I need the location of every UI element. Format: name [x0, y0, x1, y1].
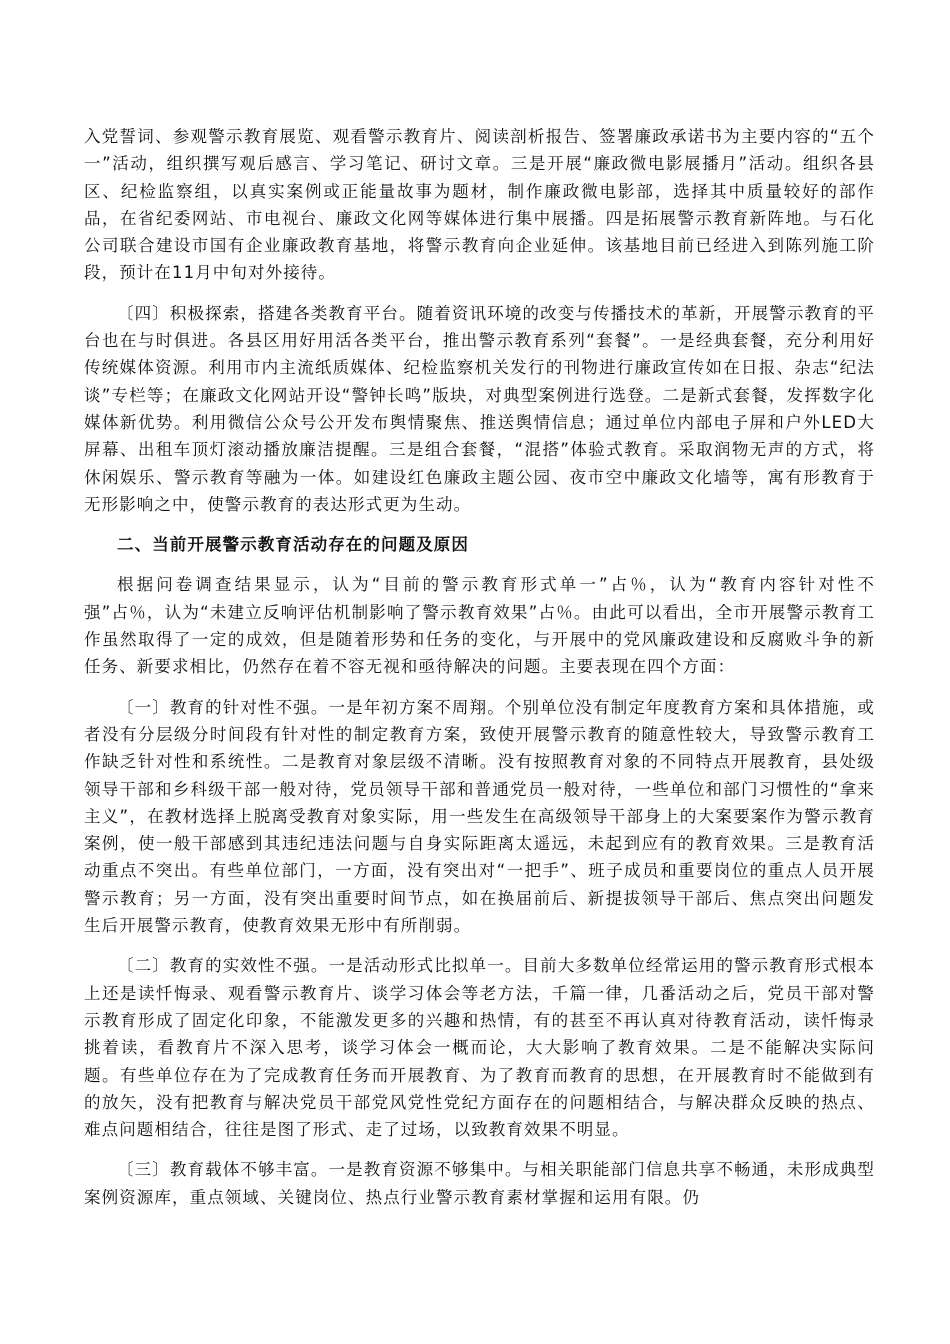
document-body [84, 123, 875, 1224]
paragraph-targeting: 〔一〕教育的针对性不强。一是年初方案不周翔。个别单位没有制定年度教育方案和具体措施，或者没有分层级分时间段有针对性的制定教育方案，致使开展警示教育的随意性较大，导致警示教育工作缺乏针对性和系统性。二是教育对象层级不清晰。没有按照教育对象的不同特点开展教育，县处级领导干部和乡科级干部一般对待，党员领导干部和普通党员一般对待，一些单位和部门习惯性的“拿来主义”，在教材选择上脱离受教育对象实际，用一些发生在高级领导干部身上的大案要案作为警示教育案例，使一般干部感到其违纪违法问题与自身实际距离太遥远，未起到应有的教育效果。三是教育活动重点不突出。有些单位部门，一方面，没有突出对“一把手”、班子成员和重要岗位的重点人员开展警示教育；另一方面，没有突出重要时间节点，如在换届前后、新提拔领导干部后、焦点突出问题发生后开展警示教育，使教育效果无形中有所削弱。 [84, 697, 875, 936]
paragraph-effectiveness: 〔二〕教育的实效性不强。一是活动形式比拟单一。目前大多数单位经常运用的警示教育形式根本上还是读忏悔录、观看警示教育片、谈学习体会等老方法，千篇一律，几番活动之后，党员干部对警示教育形成了固定化印象，不能激发更多的兴趣和热情，有的甚至不再认真对待教育活动，读忏悔录挑着读，看教育片不深入思考，谈学习体会一概而论，大大影响了教育效果。二是不能解决实际问题。有些单位存在为了完成教育任务而开展教育、为了教育而教育的思想，在开展教育时不能做到有的放矢，没有把教育与解决党员干部党风党性党纪方面存在的问题相结合，与解决群众反映的热点、难点问题相结合，往往是图了形式、走了过场，以致教育效果不明显。 [84, 956, 875, 1140]
section-heading-problems: 二、当前开展警示教育活动存在的问题及原因 [117, 535, 469, 555]
paragraph-continuation: 入党誓词、参观警示教育展览、观看警示教育片、阅读剖析报告、签署廉政承诺书为主要内容的“五个一”活动，组织撰写观后感言、学习笔记、研讨文章。三是开展“廉政微电影展播月”活动。组织各县区、纪检监察组，以真实案例或正能量故事为题材，制作廉政微电影部，选择其中质量较好的部作品，在省纪委网站、市电视台、廉政文化网等媒体进行集中展播。四是拓展警示教育新阵地。与石化公司联合建设市国有企业廉政教育基地，将警示教育向企业延伸。该基地目前已经进入到陈列施工阶段，预计在11月中旬对外接待。 [84, 127, 875, 283]
paragraph-survey: 根据问卷调查结果显示，认为“目前的警示教育形式单一”占％，认为“教育内容针对性不强”占％，认为“未建立反响评估机制影响了警示教育效果”占％。由此可以看出，全市开展警示教育工作虽然取得了一定的成效，但是随着形势和任务的变化，与开展中的党风廉政建设和反腐败斗争的新任务、新要求相比，仍然存在着不容无视和亟待解决的问题。主要表现在四个方面： [84, 575, 875, 677]
paragraph-carriers: 〔三〕教育载体不够丰富。一是教育资源不够集中。与相关职能部门信息共享不畅通，未形成典型案例资源库，重点领域、关键岗位、热点行业警示教育素材掌握和运用有限。仍 [84, 1160, 875, 1207]
paragraph-platforms: 〔四〕积极探索，搭建各类教育平台。随着资讯环境的改变与传播技术的革新，开展警示教育的平台也在与时俱进。各县区用好用活各类平台，推出警示教育系列“套餐”。一是经典套餐，充分利用好传统媒体资源。利用市内主流纸质媒体、纪检监察机关发行的刊物进行廉政宣传如在日报、杂志“纪法谈”专栏等；在廉政文化网站开设“警钟长鸣”版块，对典型案例进行选登。二是新式套餐，发挥数字化媒体新优势。利用微信公众号公开发布舆情聚焦、推送舆情信息；通过单位内部电子屏和户外LED大屏幕、出租车顶灯滚动播放廉洁提醒。三是组合套餐，“混搭”体验式教育。采取润物无声的方式，将休闲娱乐、警示教育等融为一体。如建设红色廉政主题公园、夜市空中廉政文化墙等，寓有形教育于无形影响之中，使警示教育的表达形式更为生动。 [84, 303, 875, 514]
